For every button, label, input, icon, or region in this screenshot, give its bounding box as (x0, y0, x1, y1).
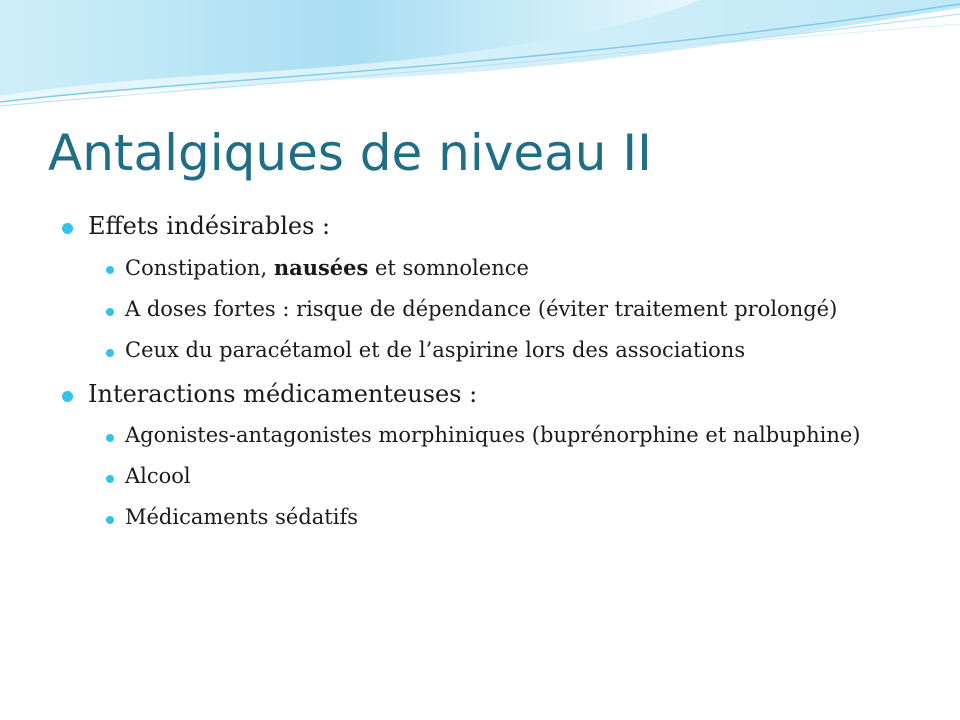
item-text: Constipation, (125, 256, 274, 280)
bullet-dot-icon (106, 349, 114, 357)
bullet-dot-icon (106, 475, 114, 483)
bullet-dot-icon (106, 434, 114, 442)
list-item (88, 502, 885, 533)
item-text: Médicaments sédatifs (125, 505, 358, 529)
list-item (88, 335, 885, 366)
list-item (88, 461, 885, 492)
bullet-dot-icon (106, 516, 114, 524)
item-text: A doses fortes : risque de dépendance (éviter traitement prolongé) (125, 297, 838, 321)
slide-content (62, 208, 902, 543)
slide-title: Antalgiques de niveau II (48, 124, 652, 182)
list-item (88, 252, 885, 284)
section-interactions-medicamenteuses (62, 376, 902, 533)
item-text: Alcool (125, 464, 191, 488)
bullet-dot-icon (106, 266, 114, 274)
bullet-dot-icon (106, 308, 114, 316)
section-heading: Effets indésirables : (88, 212, 331, 240)
bullet-list (62, 208, 902, 533)
list-item (88, 420, 885, 451)
item-text: et somnolence (368, 256, 529, 280)
item-text: Ceux du paracétamol et de l’aspirine lors des associations (125, 338, 746, 362)
sub-list (88, 252, 902, 366)
sub-list (88, 420, 902, 533)
bullet-dot-icon (62, 223, 73, 234)
list-item (88, 294, 885, 325)
section-heading: Interactions médicamenteuses : (88, 380, 478, 408)
item-bold-text: nausées (273, 255, 369, 280)
section-effets-indesirables (62, 208, 902, 366)
header-wave-decoration (0, 0, 960, 110)
item-text: Agonistes-antagonistes morphiniques (buprénorphine et nalbuphine) (125, 423, 861, 447)
bullet-dot-icon (62, 391, 73, 402)
